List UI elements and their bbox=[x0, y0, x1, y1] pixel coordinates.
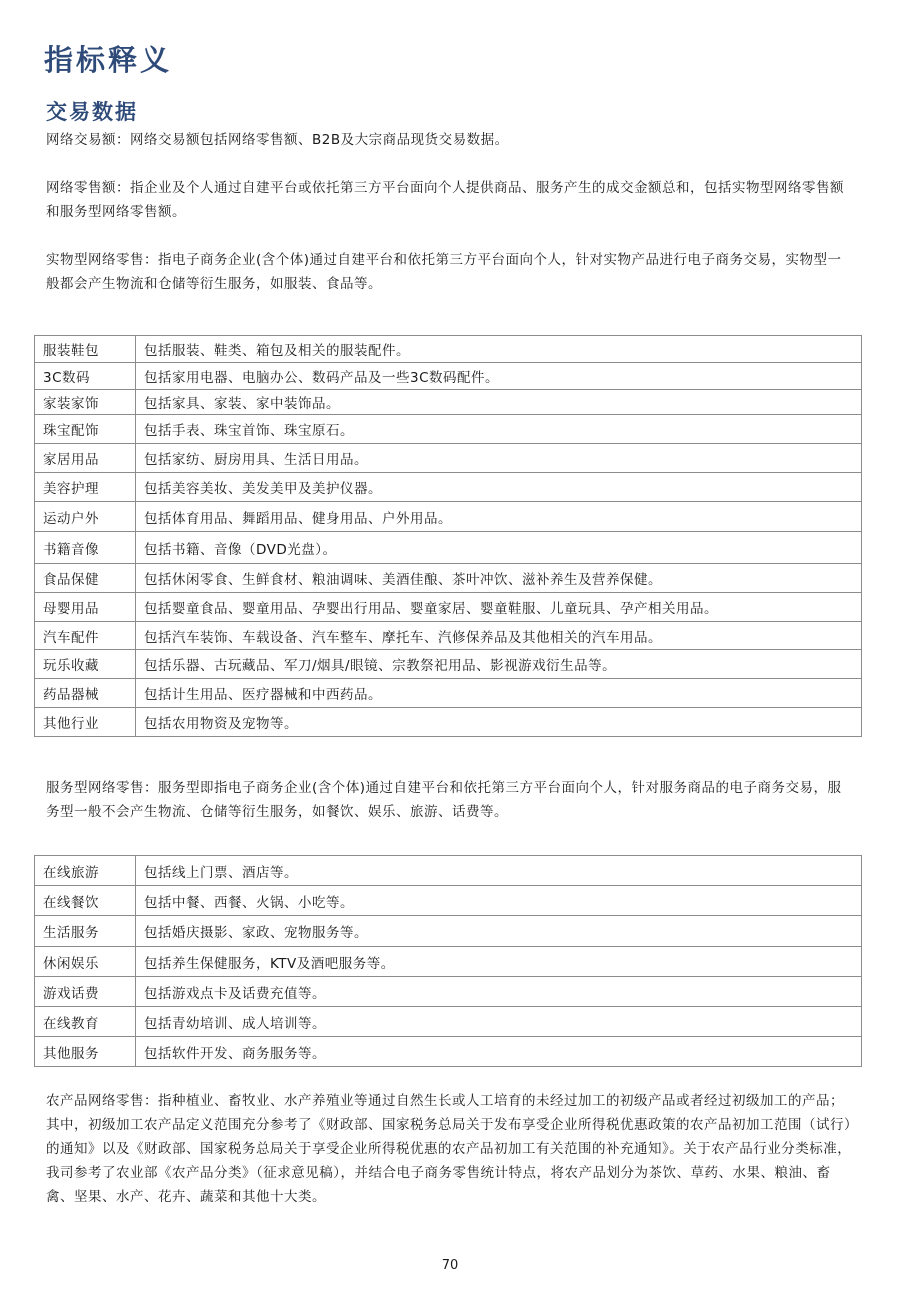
table-row bbox=[35, 564, 862, 593]
category-name: 珠宝配饰 bbox=[35, 415, 136, 444]
table-row bbox=[35, 502, 862, 532]
table-row bbox=[35, 390, 862, 415]
paragraph-agricultural-retail: 农产品网络零售：指种植业、畜牧业、水产养殖业等通过自然生长或人工培育的未经过加工的初级产品或者经过初级加工的产品；其中，初级加工农产品定义范围充分参考了《财政部、国家税务总局关于发布享受企业所得税优惠政策的农产品初加工范围（试行）的通知》以及《财政部、国家税务总局关于享受企业所得税优惠的农产品初加工有关范围的补充通知》。关于农产品行业分类标准，我司参考了农业部《农产品分类》（征求意见稿），并结合电子商务零售统计特点，将农产品划分为茶饮、草药、水果、粮油、畜禽、坚果、水产、花卉、蔬菜和其他十大类。 bbox=[46, 1093, 852, 1205]
category-description: 包括婚庆摄影、家政、宠物服务等。 bbox=[136, 916, 862, 947]
table-row bbox=[35, 650, 862, 679]
category-name: 在线餐饮 bbox=[35, 886, 136, 916]
table-row bbox=[35, 532, 862, 564]
category-name: 汽车配件 bbox=[35, 622, 136, 650]
table-row bbox=[35, 473, 862, 502]
category-name: 休闲娱乐 bbox=[35, 947, 136, 977]
category-description: 包括美容美妆、美发美甲及美护仪器。 bbox=[136, 473, 862, 502]
category-name: 服装鞋包 bbox=[35, 336, 136, 363]
category-description: 包括服装、鞋类、箱包及相关的服装配件。 bbox=[136, 336, 862, 363]
category-name: 在线教育 bbox=[35, 1007, 136, 1037]
table-row bbox=[35, 916, 862, 947]
paragraph-physical-retail: 实物型网络零售：指电子商务企业(含个体)通过自建平台和依托第三方平台面向个人，针对实物产品进行电子商务交易，实物型一般都会产生物流和仓储等衍生服务，如服装、食品等。 bbox=[46, 252, 842, 292]
category-description: 包括线上门票、酒店等。 bbox=[136, 856, 862, 886]
category-description: 包括手表、珠宝首饰、珠宝原石。 bbox=[136, 415, 862, 444]
paragraph-service-retail: 服务型网络零售：服务型即指电子商务企业(含个体)通过自建平台和依托第三方平台面向个人，针对服务商品的电子商务交易，服务型一般不会产生物流、仓储等衍生服务，如餐饮、娱乐、旅游、话费等。 bbox=[46, 780, 842, 820]
category-description: 包括体育用品、舞蹈用品、健身用品、户外用品。 bbox=[136, 502, 862, 532]
paragraph-network-transaction: 网络交易额：网络交易额包括网络零售额、B2B及大宗商品现货交易数据。 bbox=[46, 132, 509, 148]
category-description: 包括书籍、音像（DVD光盘）。 bbox=[136, 532, 862, 564]
table-row bbox=[35, 415, 862, 444]
table-row bbox=[35, 444, 862, 473]
category-name: 药品器械 bbox=[35, 679, 136, 708]
category-name: 家装家饰 bbox=[35, 390, 136, 415]
category-description: 包括计生用品、医疗器械和中西药品。 bbox=[136, 679, 862, 708]
table-row bbox=[35, 1037, 862, 1067]
category-description: 包括汽车装饰、车载设备、汽车整车、摩托车、汽修保养品及其他相关的汽车用品。 bbox=[136, 622, 862, 650]
category-description: 包括家具、家装、家中装饰品。 bbox=[136, 390, 862, 415]
table-row bbox=[35, 977, 862, 1007]
table-row bbox=[35, 947, 862, 977]
category-description: 包括婴童食品、婴童用品、孕婴出行用品、婴童家居、婴童鞋服、儿童玩具、孕产相关用品。 bbox=[136, 593, 862, 622]
table-row bbox=[35, 593, 862, 622]
table-row bbox=[35, 1007, 862, 1037]
category-name: 食品保健 bbox=[35, 564, 136, 593]
section-title: 交易数据 bbox=[46, 100, 138, 124]
category-description: 包括中餐、西餐、火锅、小吃等。 bbox=[136, 886, 862, 916]
category-name: 美容护理 bbox=[35, 473, 136, 502]
table-row bbox=[35, 622, 862, 650]
category-description: 包括休闲零食、生鲜食材、粮油调味、美酒佳酿、茶叶冲饮、滋补养生及营养保健。 bbox=[136, 564, 862, 593]
page-number: 70 bbox=[441, 1258, 459, 1273]
category-description: 包括乐器、古玩藏品、军刀/烟具/眼镜、宗教祭祀用品、影视游戏衍生品等。 bbox=[136, 650, 862, 679]
category-name: 家居用品 bbox=[35, 444, 136, 473]
table-row bbox=[35, 856, 862, 886]
category-name: 在线旅游 bbox=[35, 856, 136, 886]
table-row bbox=[35, 886, 862, 916]
category-description: 包括家用电器、电脑办公、数码产品及一些3C数码配件。 bbox=[136, 363, 862, 390]
category-description: 包括软件开发、商务服务等。 bbox=[136, 1037, 862, 1067]
page-title: 指标释义 bbox=[44, 43, 173, 77]
table-row bbox=[35, 363, 862, 390]
category-name: 生活服务 bbox=[35, 916, 136, 947]
table-row bbox=[35, 679, 862, 708]
category-name: 运动户外 bbox=[35, 502, 136, 532]
category-name: 书籍音像 bbox=[35, 532, 136, 564]
physical-category-table bbox=[34, 335, 862, 737]
category-description: 包括家纺、厨房用具、生活日用品。 bbox=[136, 444, 862, 473]
category-name: 游戏话费 bbox=[35, 977, 136, 1007]
category-description: 包括养生保健服务，KTV及酒吧服务等。 bbox=[136, 947, 862, 977]
category-name: 母婴用品 bbox=[35, 593, 136, 622]
category-description: 包括青幼培训、成人培训等。 bbox=[136, 1007, 862, 1037]
service-category-table bbox=[34, 855, 862, 1067]
table-row bbox=[35, 336, 862, 363]
category-name: 其他服务 bbox=[35, 1037, 136, 1067]
category-name: 其他行业 bbox=[35, 708, 136, 737]
category-description: 包括农用物资及宠物等。 bbox=[136, 708, 862, 737]
category-name: 玩乐收藏 bbox=[35, 650, 136, 679]
table-row bbox=[35, 708, 862, 737]
category-name: 3C数码 bbox=[35, 363, 136, 390]
paragraph-network-retail: 网络零售额：指企业及个人通过自建平台或依托第三方平台面向个人提供商品、服务产生的成交金额总和，包括实物型网络零售额和服务型网络零售额。 bbox=[46, 180, 844, 220]
category-description: 包括游戏点卡及话费充值等。 bbox=[136, 977, 862, 1007]
